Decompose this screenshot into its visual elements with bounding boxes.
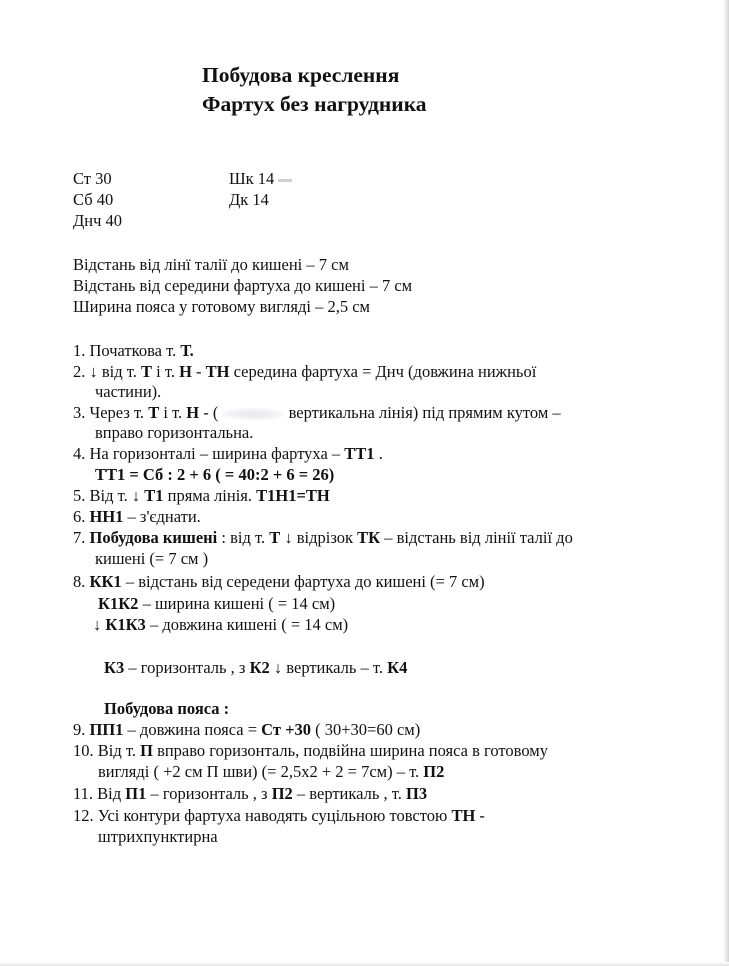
step-7-text: 7. xyxy=(73,528,90,547)
point-p2: П2 xyxy=(423,762,445,781)
segment-kk1: КК1 xyxy=(89,572,122,591)
equation-t1n1: Т1Н1=ТН xyxy=(256,486,330,505)
step-2-text: і т. xyxy=(152,362,180,381)
formula-st-30: Ст +30 xyxy=(261,720,311,739)
step-7-text: : від т. xyxy=(217,528,270,547)
segment-nn1: НН1 xyxy=(89,507,124,526)
step-6-text: 6. xyxy=(73,507,90,526)
step-9-text: 9. xyxy=(73,720,90,739)
point-k4: К4 xyxy=(387,658,408,677)
step-2-text: 2. ↓ від т. xyxy=(73,362,141,381)
point-t: Т xyxy=(141,362,153,381)
point-p: П xyxy=(140,741,153,760)
point-n: Н xyxy=(186,403,200,422)
step-4-text: . xyxy=(374,444,383,463)
step-9-text: ( 30+30=60 см) xyxy=(311,720,421,739)
step-4 xyxy=(73,444,383,464)
step-8-text: – довжина кишені ( = 14 см) xyxy=(145,615,349,634)
step-7-text: – відстань від лінії талії до xyxy=(380,528,573,547)
k3-text: ↓ вертикаль – т. xyxy=(269,658,388,677)
title-line-1: Побудова креслення xyxy=(202,63,400,87)
step-3 xyxy=(73,403,561,423)
step-10-text: 10. Від т. xyxy=(73,741,141,760)
blurred-area xyxy=(222,408,284,420)
step-11-text: – вертикаль , т. xyxy=(292,784,406,803)
measurement-dnch: Днч 40 xyxy=(73,211,123,230)
step-4-text: 4. На горизонталі – ширина фартуха – xyxy=(73,444,345,463)
step-3-continuation: вправо горизонтальна. xyxy=(95,423,254,442)
step-9-text: – довжина пояса = xyxy=(123,720,262,739)
point-t: Т xyxy=(148,403,160,422)
point-t: Т. xyxy=(180,341,194,360)
step-11-text: – горизонталь , з xyxy=(146,784,272,803)
step-8 xyxy=(73,572,485,592)
point-k3: К3 xyxy=(104,658,125,677)
title-line-2: Фартух без нагрудника xyxy=(202,92,427,116)
note-3: Ширина пояса у готовому вигляді – 2,5 см xyxy=(73,297,370,316)
step-6-text: – з'єднати. xyxy=(123,507,201,526)
step-5 xyxy=(73,486,330,506)
down-arrow: ↓ xyxy=(93,615,106,634)
scan-edge-right xyxy=(723,0,729,966)
segment-tt1: ТТ1 xyxy=(344,444,375,463)
step-6 xyxy=(73,507,201,527)
step-9 xyxy=(73,720,420,740)
pocket-heading: Побудова кишені xyxy=(89,528,218,547)
step-12-continuation: штрихпунктирна xyxy=(98,827,218,846)
step-12-text: 12. Усі контури фартуха наводять суцільною товстою xyxy=(73,806,452,825)
measurement-shk-text: Шк 14 xyxy=(229,169,275,188)
point-k2: К2 xyxy=(249,658,270,677)
step-8-text: – ширина кишені ( = 14 см) xyxy=(138,594,336,613)
measurement-dk: Дк 14 xyxy=(229,190,269,209)
step-2-text: середина фартуха = Днч (довжина нижньої xyxy=(229,362,537,381)
k3-line xyxy=(104,658,407,678)
segment-k1k3: К1К3 xyxy=(105,615,146,634)
step-11 xyxy=(73,784,427,804)
step-3-text: і т. xyxy=(159,403,187,422)
segment-pp1: ПП1 xyxy=(89,720,124,739)
step-10-text: вигляді ( +2 см П шви) (= 2,5х2 + 2 = 7см) – т. xyxy=(98,762,424,781)
step-1-text: 1. Початкова т. xyxy=(73,341,181,360)
step-5-text: пряма лінія. xyxy=(163,486,257,505)
point-p3: П3 xyxy=(405,784,428,803)
step-4-formula: ТТ1 = Сб : 2 + 6 ( = 40:2 + 6 = 26) xyxy=(95,465,335,484)
step-3-text: вертикальна лінія) під прямим кутом – xyxy=(284,403,561,422)
segment-k1k2: К1К2 xyxy=(98,594,139,613)
step-1 xyxy=(73,341,194,361)
k3-text: – горизонталь , з xyxy=(124,658,250,677)
step-7-text: ↓ відрізок xyxy=(280,528,358,547)
step-8-pocket-length xyxy=(93,615,348,635)
point-t: Т xyxy=(269,528,281,547)
step-12-text: - xyxy=(475,806,485,825)
note-2: Відстань від середини фартуха до кишені – 7 см xyxy=(73,276,413,295)
note-1: Відстань від лінї талії до кишені – 7 см xyxy=(73,255,349,274)
step-2 xyxy=(73,362,536,382)
step-8-text: – відстань від середени фартуха до кишені (= 7 см) xyxy=(121,572,485,591)
step-12 xyxy=(73,806,485,826)
point-p2: П2 xyxy=(271,784,293,803)
step-8-pocket-width xyxy=(98,594,335,614)
scan-edge-bottom xyxy=(0,962,729,966)
step-10-text: вправо горизонталь, подвійна ширина пояса в готовому xyxy=(152,741,548,760)
measurement-shk xyxy=(229,169,292,189)
measurement-sb: Сб 40 xyxy=(73,190,114,209)
segment-tk: ТК xyxy=(357,528,381,547)
step-7 xyxy=(73,528,573,548)
point-p1: П1 xyxy=(125,784,147,803)
step-2-text: - xyxy=(191,362,206,381)
step-5-text: 5. Від т. ↓ xyxy=(73,486,145,505)
step-10 xyxy=(73,741,548,761)
point-t1: Т1 xyxy=(144,486,164,505)
belt-heading: Побудова пояса : xyxy=(104,699,230,718)
point-n: Н xyxy=(179,362,192,381)
step-8-text: 8. xyxy=(73,572,90,591)
step-7-continuation: кишені (= 7 см ) xyxy=(95,549,209,568)
measurement-st: Ст 30 xyxy=(73,169,112,188)
step-10-continuation xyxy=(98,762,444,782)
segment-tn: ТН xyxy=(205,362,230,381)
step-2-continuation: частини). xyxy=(95,382,162,401)
segment-tn: ТН xyxy=(451,806,476,825)
step-3-text: 3. Через т. xyxy=(73,403,149,422)
scan-smudge xyxy=(278,179,292,182)
step-11-text: 11. Від xyxy=(73,784,126,803)
step-3-text: - ( xyxy=(199,403,223,422)
